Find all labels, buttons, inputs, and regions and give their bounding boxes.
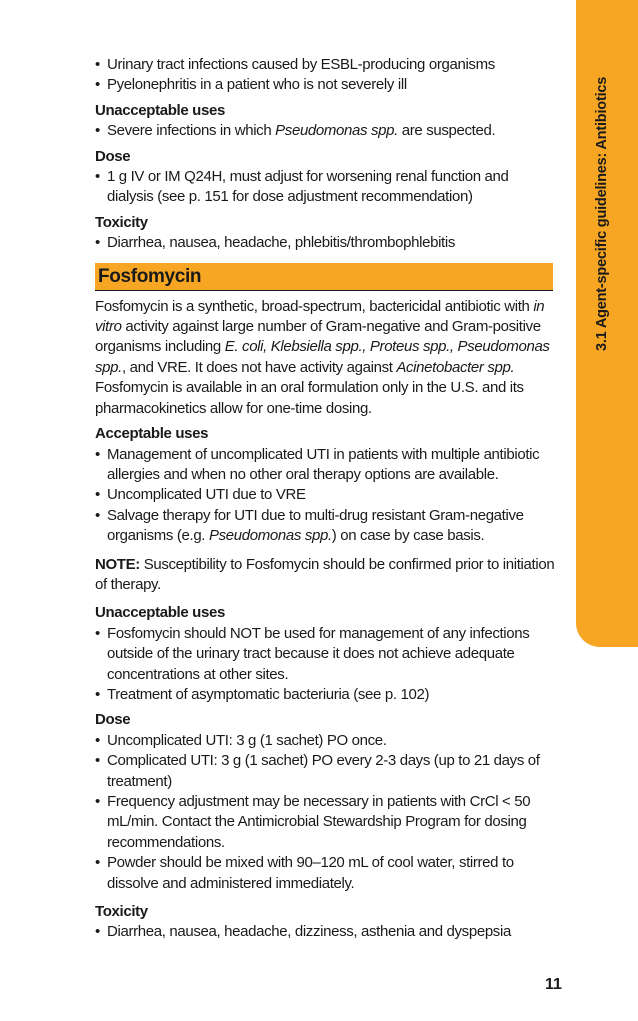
list-item: • Diarrhea, nausea, headache, dizziness, asthenia and dyspepsia: [95, 922, 555, 942]
dose-heading: Dose: [95, 711, 131, 729]
unacceptable-uses-heading: Unacceptable uses: [95, 101, 225, 119]
list-item: • 1 g IV or IM Q24H, must adjust for worsening renal function and dialysis (see p. 151 for dose adjustment recommendation): [95, 167, 555, 208]
chapter-tab-label: 3.1 Agent-specific guidelines: Antibiotics: [594, 76, 610, 351]
toxicity-heading: Toxicity: [95, 213, 148, 231]
list-item: • Diarrhea, nausea, headache, phlebitis/thrombophlebitis: [95, 233, 555, 253]
list-item: • Powder should be mixed with 90–120 mL of cool water, stirred to dissolve and administered immediately.: [95, 853, 555, 894]
list-item: • Frequency adjustment may be necessary in patients with CrCl < 50 mL/min. Contact the Antimicrobial Stewardship Program for dosing recommendations.: [95, 792, 555, 853]
list-item: • Complicated UTI: 3 g (1 sachet) PO every 2-3 days (up to 21 days of treatment): [95, 751, 555, 792]
page-number: 11: [545, 976, 562, 993]
list-item: • Fosfomycin should NOT be used for management of any infections outside of the urinary tract because it does not achieve adequate concentrations at other sites.: [95, 624, 555, 685]
list-item: • Treatment of asymptomatic bacteriuria (see p. 102): [95, 685, 555, 705]
acceptable-uses-heading: Acceptable uses: [95, 425, 209, 443]
unacceptable-uses-heading: Unacceptable uses: [95, 604, 225, 622]
list-item: • Severe infections in which Pseudomonas spp. are suspected.: [95, 121, 555, 141]
note-paragraph: NOTE: Susceptibility to Fosfomycin should be confirmed prior to initiation of therapy.: [95, 555, 555, 593]
dose-heading: Dose: [95, 147, 131, 165]
list-item: • Pyelonephritis in a patient who is not severely ill: [95, 75, 555, 95]
section-intro: Fosfomycin is a synthetic, broad-spectrum, bactericidal antibiotic with in vitro activity against large number of Gram-negative and Gram-positive organisms including E. coli, Klebsiella spp., Proteus spp., Pseudomonas spp., and VRE. It does not have activity against Acinetobacter spp. Fosfomycin is available in an oral formulation only in the U.S. and its pharmacokinetics allow for one-time dosing.: [95, 297, 550, 417]
page-body: [95, 55, 555, 943]
toxicity-heading: Toxicity: [95, 903, 148, 921]
list-item: • Uncomplicated UTI due to VRE: [95, 485, 555, 505]
list-item: • Uncomplicated UTI: 3 g (1 sachet) PO once.: [95, 731, 555, 751]
list-item: • Urinary tract infections caused by ESBL-producing organisms: [95, 55, 555, 75]
section-title: Fosfomycin: [95, 263, 553, 291]
list-item: • Salvage therapy for UTI due to multi-drug resistant Gram-negative organisms (e.g. Pseudomonas spp.) on case by case basis.: [95, 506, 555, 547]
list-item: • Management of uncomplicated UTI in patients with multiple antibiotic allergies and when no other oral therapy options are available.: [95, 445, 555, 486]
